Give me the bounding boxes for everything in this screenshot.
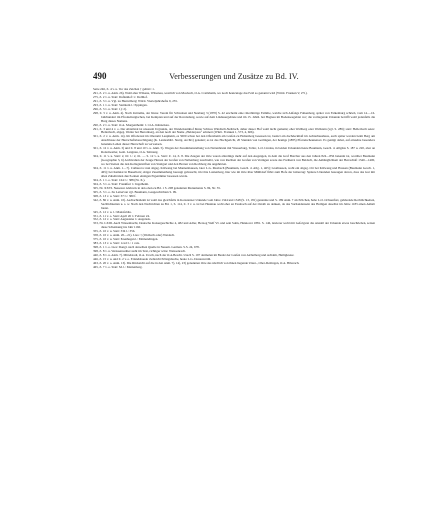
correction-entry: 293, Z. 1 v. u. Statt: Steinlein l.: Eppingen. [93, 102, 148, 107]
correction-entry: 291, Z. 3 und 4 v. o. Der Abteilstal ist unserem Urgrunde, der Wendelsteinhof hinter Schloss Windisch-Neiblach, daher dieser Hof wohl nicht gemeint; eher Wallberg oder Wallstein (vgl. S. 289); statt: Hellerbach setze: Heilerbach, abgeg. Weiler bei Herrenberg, an den noch der Name „Helderpass“ erinnert (Württ. Franken 1, 573, 4, 606). [93, 126, 375, 135]
correction-entry: 353, Nr. LXIII. Auch Wissenbucht, Deutsche Kaisergeschichte 4, 482 und Adler, Herzog Welf VI. und sein Sohn, Hannover 1881. S. 146, letzterer wohl mit Gefolgsrat die Anzahl der Urkunde etwas beschrieben, setzen diese Schenkung ins Jahr 1160. [93, 221, 375, 230]
correction-entry: 304, Z. 1 v. o. Statt: 164: l.: 388 (Nr. X.). [93, 177, 146, 182]
correction-entry: 463, Z. 20 v. o. Anm. 13). Die Rücksicht auf die in den Anm. 7), 14), 23) genannten Orte des nördlich von ihnen liegende Unter-, Ober-Dettingen, O.A. Biberach. [93, 260, 300, 265]
correction-entry: 440, Z. 8 v. u. Anm. 7). Mittelstadt, O.A. Urach, nach der O.A.Beschr. Urach S. 197 dermalen im Besitz der Grafen von Aichelberg und Achalm, Heiligkreuz. [93, 253, 295, 258]
correction-entry: 304, Z. 11 v. u. Anm. 1—7). Cathareca: nun abgeg. Kittwang bei Mannenbausen, later L.G. Mosbach (Baumann, Gesch. d. Allg. 1, 465); Grothausen, wohl ein abgeg. Ort bei Kittwang und Hausen (Baumann Gesch. 1, 465); bei Kemnat in Bauerholz; obiger Zusammenhang bezeugt gebraucht, im Orte Luzienberg, hier wie im Orte über Mühldorf führt zum Hofe der Güterzug: Spätere Urkunden bezeugen davon, dass das Gut mit allen Zubehörden durch einen einzigen Eigentümer besessen wurde. [93, 166, 375, 178]
correction-entry: 275, Z. 2 v. u. Statt: Daflenhof: l.: Dollhof. [93, 94, 148, 99]
running-head: Verbesserungen und Zusätze zu Bd. IV. [169, 72, 299, 81]
correction-entry: 375, Z. 10 v. u. Statt: Ezenhagen l.: Emmendingen. [93, 237, 159, 242]
correction-entry: 301, Z. 2 v. u. Anm. 14). Im Oftobersal im Oberamt Laupheim, es 5000 schon bei den Oftersheim am Grafen zu Hohenberg besessen ist, besitzt ein dachdeckhaft im Achterhaushaus, auch später werden beim Berg am Anschlusse der Herrschaftsberechtigung (K. Landesbibl. Stuttg. Archiv) genannt; es ist das Hochgericht, 20 Stunden von Gerlingen, der heutige (1885) Pfarreischeunenort. Es genügt dabei, auf einzelne besonders benannte Lehen dieser Herrschaft zu verweisen. [93, 134, 375, 147]
correction-entry: 304, Z. 11 v. u. Statt: 2, 61: l.: 2, 61. — S. 12 v. u. Statt: Z. 14, Z. 8. Die Zeugen der Orte waren allerdings mehr auf den Augengen, in dem die Graf Burchar aus den Jahren 824—856 bekannt ist, worüber Baumann (Geographie 3, 6) Archivalien der Zeuge Herren der Grafen von Nellenburg zuschreibt, wie von Rechten der Grafen von Veringen sowie des Freiherrn von Baldsch, die Anhänglichkeit der Herrschaft 1340—1400, wo bei Stetten die den Kollegiatstiften von Stuttgart und den Herren von Rechberg die angehörten. [93, 154, 375, 167]
correction-entry: 291, Z. 3 v. u. Vgl. zu Harrutlberg: Württ. Vierteljahrshefte 9, 255. [93, 98, 178, 103]
correction-entry: 304, Z. 3 v. u. Statt: Frankfurt l.: Ingelheim. [93, 181, 149, 186]
correction-entry: 446, Z. 15 v. u. und Z. 2 v. o. Erlandsbuede vielleicht Erlingsbuche, heute L.G. Donauwörth. [93, 256, 212, 261]
correction-entry: 305, Nr. XXVI. Neuester Abdruck in den oben zu Bd. 1 S. 208 genannten Monumenta S. 84, Nr. 35. [93, 185, 221, 190]
correction-entry: 342, Z. 86 v. u. Anm. 10). Aschachtsheim ist wohl das gleichfalls in Konstanzer Urkunde vom Jahre 1344 und 1348 (S. 13, 181) genannte und S. 189 Anm. 7 als Erlichen, habe L.O. Ochsenfurt, gehörende Rechtlichkeiten, Sachlichkeiten u. s. w. Nach den Nachrichten zu Bd. 1, S. 114, Z. 3 v. u. ist bei Hautnau wohl eher an Fassbach auf der Ostalb zu denken, da das Vorhandensein des Heiligen daselbst im Jahre 1183 einen Anhalt bietet. [93, 197, 376, 210]
correction-entry: 398, Z. 1 v. o. Lies: Dongl. nach derselben Quelle in Neuem. German. S.S. 24, 678. [93, 245, 200, 250]
page-number: 490 [93, 71, 107, 81]
correction-entry: 290, Z. 2 v. u. Statt: O.A. Morgentheim: l.: O.A. Künzelsau. [93, 122, 170, 127]
correction-entry: 296, Z. 3 v. u. Statt: 1): 2). [93, 106, 127, 111]
correction-entry: 298, Z. 5 v. u. Anm. 4). Nach Zeitreihe, der histor. Verein für Schwaben und Neuburg 3 (1870) S. 42 erscheint eine ritterbürtige Familie, welche sich Anfangs Falkenberg, später von Falkenburg schrieb, vom 14.—16. Jahrhundert im Pfronteburgischen, bei Kempten und auf der Ravensburg, sowie auf dem Lindauergebiete und im 15. Jahrh. bei Hagnau im Bodenseegebiet vor; die vorliegende Urkunde betrifft wohl jedenfalls die Burg dieses Namens. [93, 110, 375, 123]
corrections-list [93, 88, 375, 270]
correction-entry: 305, Z. 3 v. o. Zu Leitervan vgl. Baumann, Gaugeschichten S. 99. [93, 189, 177, 194]
correction-entry: 465, Z. 7 v. o. Statt: M. l.: Marienberg. [93, 264, 143, 269]
page-header [93, 71, 375, 83]
correction-entry: 351, Z. 11 v. o. Statt: April 26 l.: Februar 24. [93, 213, 150, 218]
correction-entry: Seite 246, Z. 4 v. u. Vor das Zeichen † gehört: 1. [93, 87, 155, 91]
correction-entry: 291, Z. 2 v. u. Anm. 26). Wohl eher Wilsene, Wilsenau, westlich von Mosbach, O.A. Crailsheim, wo noch heutzutage das Feld so genannt wird (Württ. Franken V, 271). [93, 90, 308, 95]
correction-entry: 355, Z. 10 v. u. Statt: 334 l.: 356. [93, 229, 136, 234]
correction-entry: 383, Z. 13 v. u. Statt: 1cad: l.: 1 cais. [93, 241, 140, 246]
correction-entry: 301, Z. 12 v. u. Anm. 3) und Z. 8 und 10 v. u. Anm. 5). Wegen der Zusammenstellung von Nattenbrunn mit Wasserburg, Teller, L.O. Lindau, in beiden Urkunden heute Baumann, Gesch. d. Allgäus S. 187 u. 220, aber an Rottenweiler, Gem. Langnau, O.A. Tettnang. [93, 146, 375, 155]
correction-entry: 345, Z. 12 v. u. l.: Mansfeldia. [93, 209, 132, 214]
correction-entry: 358, Z. 10 v. o. Anm. 20—21). Lies: † (Weibach oder) Weidach. [93, 233, 175, 238]
correction-entry: 308, Z. 13 v. u. Statt: 37: l.: 380 f. [93, 193, 137, 198]
correction-entry: 398, Z. 8 v. u. Weissenweiher steht im Text, richtiger wäre: Weissenrach. [93, 249, 186, 254]
correction-entry: 352, Z. 12 v. o. Statt: Augustana l.: Augensis. [93, 217, 151, 222]
